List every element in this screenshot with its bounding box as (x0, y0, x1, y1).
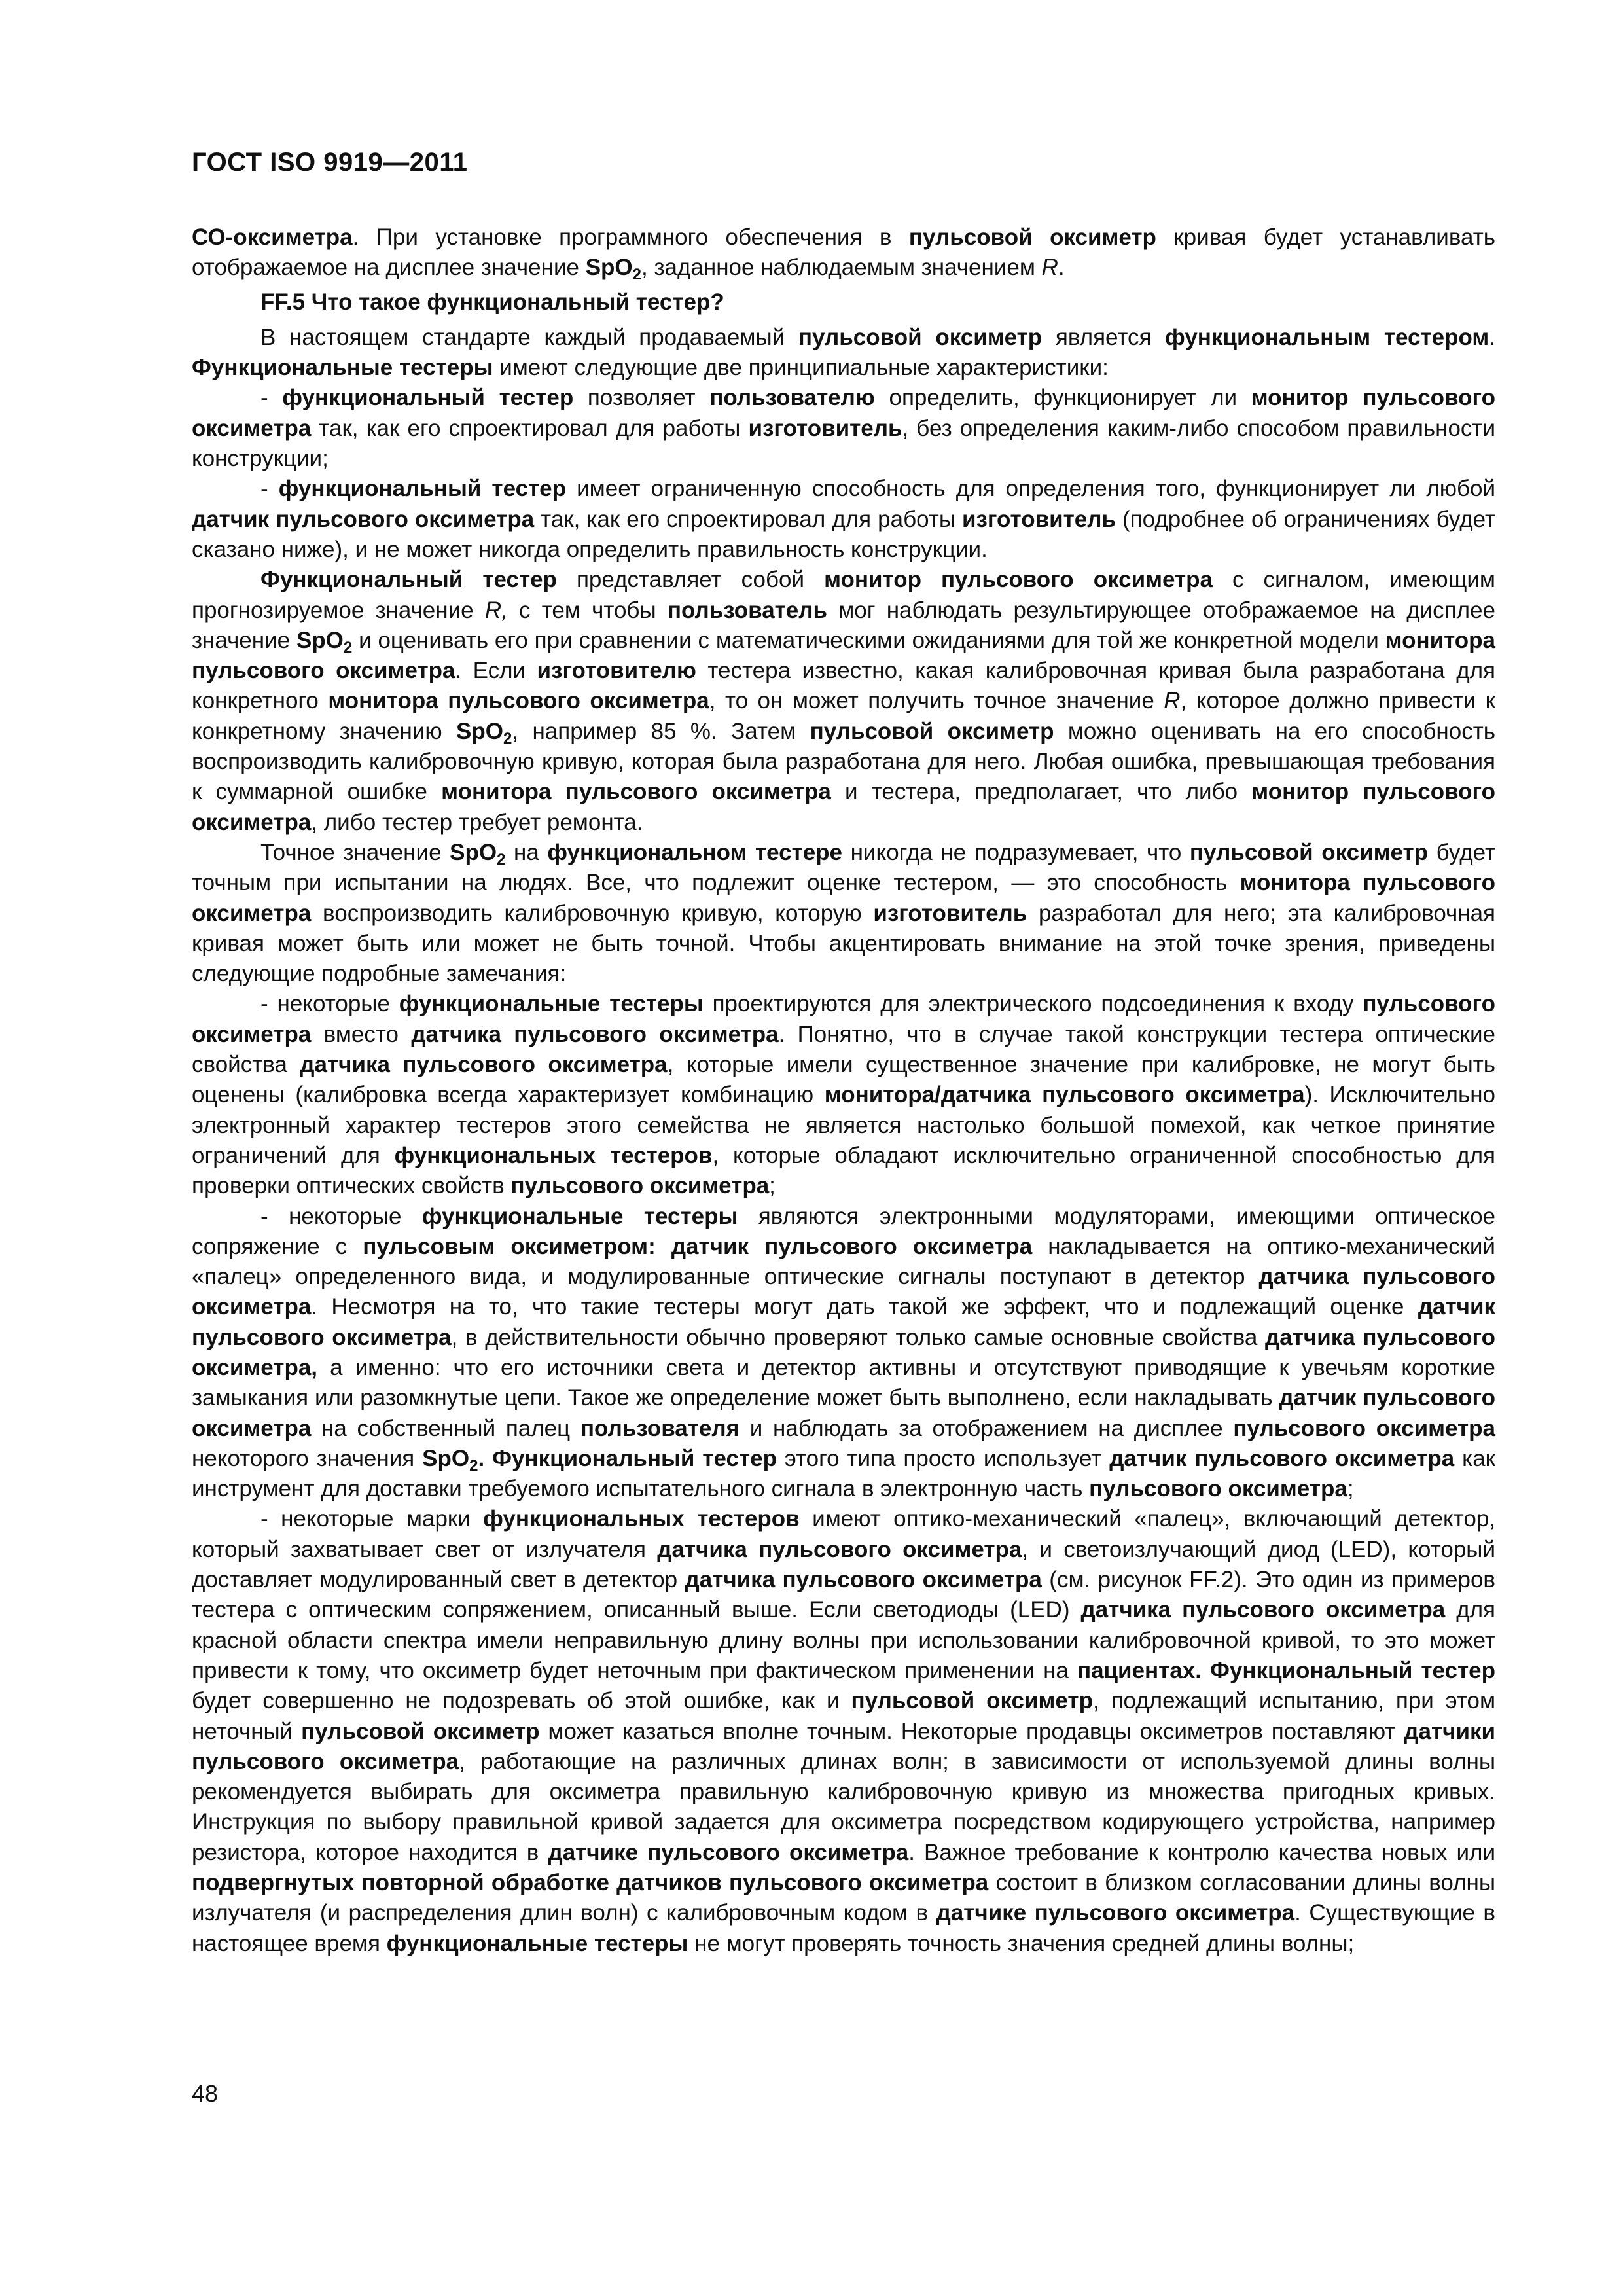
text-run: FF.5 Что такое функциональный тестер? (260, 289, 724, 315)
text-run: никогда не подразумевает, что (842, 839, 1190, 865)
bold-term: изготовитель (873, 900, 1027, 926)
text-run: . Существующие в настоящее время (192, 1900, 1495, 1956)
text-run: на собственный палец (311, 1415, 580, 1441)
bold-term: пульсовой оксиметр (798, 324, 1043, 350)
text-run: разработал для него; эта калибровочная кривая может быть или может не быть точной. Чтобы акцентировать внимание на этой точке зрения, приведены следующие подробные замечания: (192, 900, 1495, 987)
text-run: а именно: что его источники света и детектор активны и отсутствуют приводящие к увечьям короткие замыкания или разомкнутые цепи. Такое же определение может быть выполнено, если накладывать (192, 1354, 1495, 1411)
text-run: (см. рисунок FF.2). Это один из примеров тестера с оптическим сопряжением, описанный выше. Если светодиоды (LED) (192, 1567, 1496, 1623)
bold-term: датчика пульсового оксиметра (411, 1021, 779, 1047)
subscript: 2 (632, 266, 642, 284)
text-run: так, как его спроектировал для работы (311, 415, 749, 441)
bold-term: функциональные тестеры (421, 1203, 738, 1229)
bold-term: изготовителю (537, 658, 696, 684)
section-heading (192, 287, 1495, 317)
bold-term: подвергнутых повторной обработке датчиков пульсового оксиметра (192, 1870, 989, 1896)
bold-term: монитора/датчика пульсового оксиметра (824, 1082, 1305, 1108)
paragraph (192, 1202, 1495, 1505)
page-number: 48 (192, 2080, 219, 2107)
bold-term: функциональный тестер (278, 476, 567, 502)
paragraph (192, 474, 1495, 565)
text-run: - некоторые (260, 1203, 422, 1229)
bold-term: SpO (450, 839, 497, 865)
text-run: имеет ограниченную способность для определения того, функционирует ли любой (566, 476, 1496, 502)
text-run: . Понятно, что в случае такой конструкции тестера оптические свойства (192, 1021, 1495, 1078)
paragraph (192, 383, 1495, 474)
text-run: , заданное наблюдаемым значением (641, 255, 1042, 281)
text-run: может казаться вполне точным. Некоторые продавцы оксиметров поставляют (539, 1718, 1404, 1744)
bold-term: пользователя (580, 1415, 740, 1441)
bold-term: монитора пульсового оксиметра (328, 688, 709, 714)
bold-term: функциональных тестеров (394, 1142, 713, 1168)
bold-term: монитора пульсового оксиметра (192, 870, 1495, 926)
bold-term: датчика пульсового оксиметра (300, 1052, 668, 1078)
text-run: воспроизводить калибровочную кривую, которую (311, 900, 874, 926)
text-run: , которые обладают исключительно ограниченной способностью для проверки оптических свойств (192, 1142, 1496, 1199)
bold-term: функциональный тестер (282, 385, 574, 411)
text-run: ). Исключительно электронный характер тестеров этого семейства не является настолько большой помехой, как четкое принятие ограничений для (192, 1082, 1496, 1168)
bold-term: функциональном тестере (547, 839, 843, 865)
text-run: - (260, 385, 283, 411)
text-run: этого типа просто использует (776, 1445, 1110, 1471)
text-run: , которое должно привести к конкретному значению (192, 688, 1495, 744)
bold-term: датчик пульсового оксиметра (192, 506, 535, 532)
paragraph (192, 1504, 1495, 1958)
bold-term: пульсового оксиметра (1089, 1476, 1347, 1502)
bold-term: пульсового оксиметра (192, 991, 1495, 1047)
bold-term: функциональным тестером (1165, 324, 1489, 350)
bold-term: датчик пульсового оксиметра (192, 1294, 1495, 1350)
paragraph (192, 565, 1495, 838)
text-run: тестера известно, какая калибровочная кривая была разработана для конкретного (192, 658, 1495, 714)
bold-term: изготовитель (962, 506, 1116, 532)
document-header: ГОСТ ISO 9919—2011 (192, 148, 468, 177)
text-run: имеют следующие две принципиальные характеристики: (493, 355, 1109, 381)
bold-term: изготовитель (748, 415, 902, 441)
text-run: имеют оптико-механический «палец», включающий детектор, который захватывает свет от излучателя (192, 1506, 1496, 1562)
text-run: , в действительности обычно проверяют только самые основные свойства (451, 1324, 1266, 1350)
text-run: на (505, 839, 548, 865)
bold-term: датчике пульсового оксиметра (548, 1839, 909, 1865)
text-run: и оценивать его при сравнении с математическими ожиданиями для той же конкретной модели (352, 627, 1385, 653)
bold-term: пульсовой оксиметр (908, 224, 1156, 250)
text-run: . (1489, 324, 1496, 350)
text-run: . Если (455, 658, 537, 684)
bold-term: пользователь (667, 597, 828, 623)
subscript: 2 (469, 1456, 478, 1475)
bold-term: датчики пульсового оксиметра (192, 1718, 1495, 1774)
bold-term: пульсовой оксиметр (301, 1718, 540, 1744)
bold-term: SpO (456, 718, 503, 744)
text-run: , либо тестер требует ремонта. (311, 809, 643, 835)
italic-term: R, (484, 597, 508, 623)
text-run: с сигналом, имеющим прогнозируемое значение (192, 567, 1495, 623)
text-run: - некоторые (260, 991, 399, 1017)
document-body (192, 223, 1495, 1959)
text-run: являются электронными модуляторами, имеющими оптическое сопряжение с (192, 1203, 1495, 1259)
text-run: состоит в близком согласовании длины волны излучателя (и распределения длин волн) с калибровочным кодом в (192, 1870, 1495, 1926)
text-run: . При установке программного обеспечения в (352, 224, 909, 250)
bold-term: датчика пульсового оксиметра (1080, 1597, 1446, 1623)
bold-term: датчика пульсового оксиметра (657, 1536, 1022, 1562)
bold-term: датчик пульсового оксиметра (192, 1385, 1495, 1441)
bold-term: пульсовым оксиметром: датчик пульсового оксиметра (363, 1233, 1033, 1259)
bold-term: датчике пульсового оксиметра (936, 1900, 1295, 1926)
bold-term: датчик пульсового оксиметра (1109, 1445, 1455, 1471)
text-run: ; (769, 1173, 776, 1199)
bold-term: пульсового оксиметра (1233, 1415, 1495, 1441)
subscript: 2 (503, 729, 512, 747)
bold-term: датчика пульсового оксиметра, (192, 1324, 1495, 1380)
text-run: позволяет (573, 385, 710, 411)
bold-term: функциональные тестеры (399, 991, 704, 1017)
bold-term: SpO (296, 627, 344, 653)
text-run: так, как его спроектировал для работы (534, 506, 963, 532)
text-run: и наблюдать за отображением на дисплее (740, 1415, 1234, 1441)
text-run: , например 85 %. Затем (512, 718, 810, 744)
text-run: - (260, 476, 279, 502)
bold-term: пульсовой оксиметр (810, 718, 1054, 744)
text-run: . Несмотря на то, что такие тестеры могут дать такой же эффект, что и подлежащий оценке (311, 1294, 1418, 1320)
text-run: В настоящем стандарте каждый продаваемый (260, 324, 798, 350)
subscript: 2 (497, 850, 506, 869)
bold-term: датчика пульсового оксиметра (192, 1264, 1495, 1320)
paragraph (192, 223, 1495, 283)
text-run: мог наблюдать результирующее отображаемое на дисплее значение (192, 597, 1495, 653)
paragraph (192, 989, 1495, 1201)
italic-term: R (1041, 255, 1058, 281)
bold-term: Функциональный тестер (260, 567, 557, 593)
bold-term: Функциональные тестеры (192, 355, 493, 381)
text-run: является (1042, 324, 1166, 350)
bold-term: датчика пульсового оксиметра (685, 1567, 1042, 1593)
italic-term: R (1164, 688, 1181, 714)
bold-term: пульсового оксиметра (510, 1173, 770, 1199)
bold-term: СО-оксиметра (192, 224, 353, 250)
text-run: накладывается на оптико-механический «палец» определенного вида, и модулированные оптические сигналы поступают в детектор (192, 1233, 1495, 1290)
text-run: проектируются для электрического подсоединения к входу (703, 991, 1363, 1017)
text-run: Точное значение (260, 839, 450, 865)
bold-term: монитора пульсового оксиметра (192, 627, 1496, 684)
text-run: для красной области спектра имели неправильную длину волны при использовании калибровочной кривой, то это может привести к тому, что оксиметр будет неточным при фактическом применении на (192, 1597, 1495, 1683)
text-run: - некоторые марки (260, 1506, 484, 1532)
bold-term: пульсовой оксиметр (851, 1688, 1093, 1714)
text-run: , которые имели существенное значение при калибровке, не могут быть оценены (калибровка всегда характеризует комбинацию (192, 1052, 1496, 1108)
bold-term: пользователю (709, 385, 875, 411)
text-run: , работающие на различных длинах волн; в зависимости от используемой длины волны рекомендуется выбирать для оксиметра правильную калибровочную кривую из множества пригодных кривых. Инструкция по выбору правильной кривой задается для оксиметра посредством кодирующего устройства, например резистора, которое находится в (192, 1748, 1495, 1865)
text-run: , и светоизлучающий диод (LED), который доставляет модулированный свет в детектор (192, 1536, 1495, 1593)
text-run: не могут проверять точность значения средней длины волны; (688, 1930, 1355, 1956)
bold-term: монитора пульсового оксиметра (441, 779, 831, 805)
text-run: как инструмент для доставки требуемого испытательного сигнала в электронную часть (192, 1445, 1495, 1502)
text-run: некоторого значения (192, 1445, 423, 1471)
bold-term: SpO (422, 1445, 470, 1471)
paragraph (192, 838, 1495, 989)
bold-term: монитор пульсового оксиметра (192, 779, 1496, 835)
text-run: (подробнее об ограничениях будет сказано ниже), и не может никогда определить правильность конструкции. (192, 506, 1495, 562)
text-run: . (1058, 255, 1065, 281)
text-run: , то он может получить точное значение (709, 688, 1164, 714)
text-run: представляет собой (556, 567, 825, 593)
text-run: . Важное требование к контролю качества новых или (908, 1839, 1495, 1865)
text-run: будет точным при испытании на людях. Все, что подлежит оценке тестером, — это способность (192, 839, 1495, 896)
bold-term: . Функциональный тестер (478, 1445, 777, 1471)
text-run: ; (1347, 1476, 1354, 1502)
subscript: 2 (343, 638, 353, 656)
text-run: , подлежащий испытанию, при этом неточный (192, 1688, 1496, 1744)
text-run: , без определения каким-либо способом правильности конструкции; (192, 415, 1495, 472)
bold-term: монитор пульсового оксиметра (824, 567, 1213, 593)
bold-term: функциональные тестеры (386, 1930, 688, 1956)
text-run: кривая будет устанавливать отображаемое на дисплее значение (192, 224, 1496, 281)
bold-term: пациентах. Функциональный тестер (1077, 1657, 1495, 1683)
text-run: можно оценивать на его способность воспроизводить калибровочную кривую, которая была разработана для него. Любая ошибка, превышающая требования к суммарной ошибке (192, 718, 1495, 805)
bold-term: монитор пульсового оксиметра (192, 385, 1495, 441)
text-run: будет совершенно не подозревать об этой ошибке, как и (192, 1688, 851, 1714)
bold-term: SpO (585, 255, 633, 281)
text-run: и тестера, предполагает, что либо (830, 779, 1252, 805)
bold-term: функциональных тестеров (483, 1506, 800, 1532)
text-run: с тем чтобы (507, 597, 668, 623)
text-run: вместо (311, 1021, 412, 1047)
text-run: определить, функционирует ли (874, 385, 1251, 411)
bold-term: пульсовой оксиметр (1189, 839, 1429, 865)
paragraph (192, 323, 1495, 384)
